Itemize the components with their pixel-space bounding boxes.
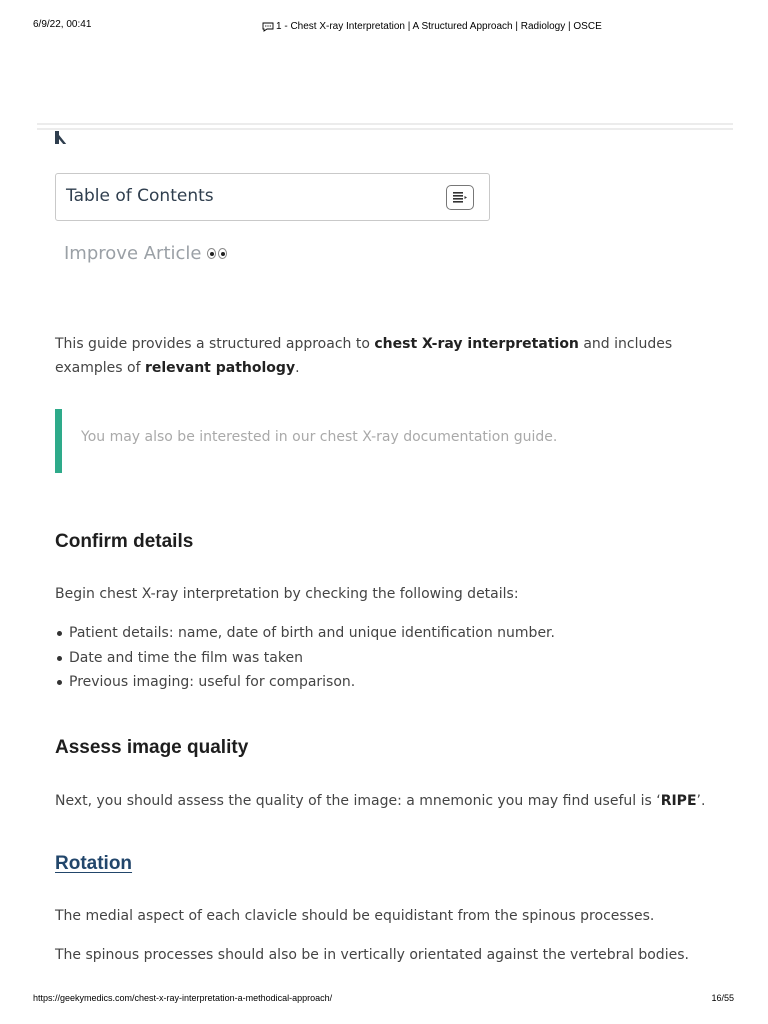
confirm-details-list (55, 621, 555, 695)
toc-title: Table of Contents (66, 186, 214, 206)
improve-article-link[interactable] (64, 243, 227, 264)
callout-box[interactable] (55, 409, 715, 473)
rotation-paragraph-2: The spinous processes should also be in vertically orientated against the vertebral bodies. (55, 947, 689, 963)
list-item: Patient details: name, date of birth and unique identification number. (55, 621, 555, 646)
footer-url: https://geekymedics.com/chest-x-ray-interpretation-a-methodical-approach/ (33, 993, 333, 1003)
page-top-divider (37, 123, 733, 130)
site-logo-fragment (55, 130, 71, 144)
list-toggle-icon[interactable] (446, 185, 474, 210)
intro-paragraph: This guide provides a structured approach to chest X-ray interpretation and includes examples of relevant pathology. (55, 336, 673, 376)
improve-article-label: Improve Article (64, 243, 202, 264)
comment-icon (262, 22, 274, 31)
heading-assess-image-quality: Assess image quality (55, 737, 249, 758)
confirm-intro: Begin chest X-ray interpretation by checking the following details: (55, 586, 519, 602)
rotation-paragraph-1: The medial aspect of each clavicle should be equidistant from the spinous processes. (55, 908, 655, 924)
callout-text[interactable]: You may also be interested in our chest X-ray documentation guide. (81, 429, 558, 445)
assess-paragraph: Next, you should assess the quality of the image: a mnemonic you may find useful is ‘RIPE’. (55, 793, 706, 809)
intro-bold-term: chest X-ray interpretation (374, 336, 579, 352)
heading-confirm-details: Confirm details (55, 531, 194, 552)
heading-rotation-link[interactable]: Rotation (55, 853, 133, 874)
ripe-mnemonic: RIPE (660, 793, 697, 809)
document-title: 1 - Chest X-ray Interpretation | A Structured Approach | Radiology | OSCE (276, 21, 602, 32)
page-number: 16/55 (711, 993, 734, 1003)
list-item: Date and time the film was taken (55, 646, 555, 671)
print-date: 6/9/22, 00:41 (33, 19, 92, 30)
table-of-contents[interactable] (55, 173, 490, 221)
intro-bold-term-2: relevant pathology (144, 360, 296, 376)
eyes-icon (207, 248, 227, 259)
list-item: Previous imaging: useful for comparison. (55, 670, 555, 695)
print-header-title (262, 21, 602, 32)
